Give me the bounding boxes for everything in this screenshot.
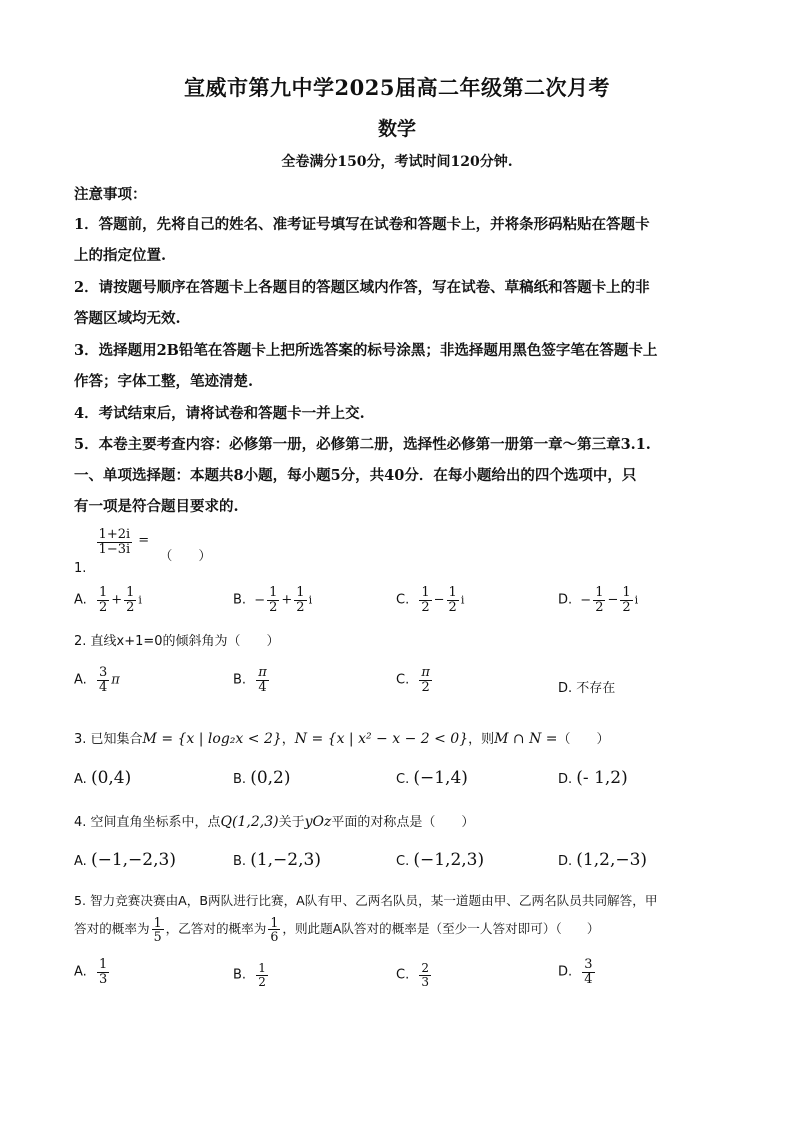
question-5-line1: 5. 智力竞赛决赛由A，B两队进行比赛，A队有甲、乙两名队员，某一道题由甲、乙两名队员共同解答，甲 [74, 893, 658, 908]
question-5-line2: 答对的概率为 $\frac{1}{5}$ ，乙答对的概率为 $\frac{1}{6}$ ，则此题A队答对的概率是（至少一人答对即可）（ ） [74, 915, 600, 945]
notice-line: 3．选择题用2B铅笔在答题卡上把所选答案的标号涂黑；非选择题用黑色签字笔在答题卡上 [74, 342, 658, 359]
exam-info: 全卷满分150分，考试时间120分钟. [281, 154, 513, 170]
exam-subject: 数学 [377, 118, 416, 140]
option-b: B. − $\frac{1}{2}$ + $\frac{1}{2}$ i [233, 585, 313, 615]
notice-line: 1．答题前，先将自己的姓名、准考证号填写在试卷和答题卡上，并将条形码粘贴在答题卡 [74, 216, 650, 233]
notice-line: 5．本卷主要考查内容：必修第一册，必修第二册，选择性必修第一册第一章～第三章3.1. [74, 436, 651, 453]
question-3-stem: 3. 已知集合M = {x | log₂x < 2}，N = {x | x² − x − 2 < 0}，则M ∩ N =（ ） [74, 731, 610, 747]
option-a: A. $\frac{1}{3}$ [74, 957, 108, 987]
notice-line: 答题区域均无效. [74, 310, 181, 327]
option-c: C. (−1,2,3) [396, 850, 485, 870]
option-c: C. (−1,4) [396, 768, 468, 788]
option-d: D. 不存在 [558, 681, 616, 696]
option-a: A. $\frac{1}{2}$ + $\frac{1}{2}$ i [74, 585, 142, 615]
notice-line: 2．请按题号顺序在答题卡上各题目的答题区域内作答，写在试卷、草稿纸和答题卡上的非 [74, 279, 650, 296]
option-a: A. (0,4) [74, 768, 132, 788]
option-c: C. $\frac{2}{3}$ [396, 961, 429, 989]
option-a: A. (−1,−2,3) [74, 850, 176, 870]
question-number: 1. [74, 560, 87, 576]
option-b: B. $\frac{\pi}{4}$ [233, 665, 267, 695]
exam-title: 宣威市第九中学2025届高二年级第二次月考 [184, 75, 610, 100]
notice-line: 作答；字体工整，笔迹清楚. [74, 373, 254, 390]
question-1: 1. $\frac{1+2i}{1-3i}$ = （ ） [74, 527, 212, 576]
option-d: D. $\frac{3}{4}$ [558, 957, 593, 987]
notice-line: 上的指定位置. [74, 247, 167, 264]
notice-heading: 注意事项： [74, 186, 147, 203]
option-a: A. $\frac{3}{4}$ π [74, 665, 120, 695]
option-d: D. (1,2,−3) [558, 850, 648, 870]
option-c: C. $\frac{1}{2}$ − $\frac{1}{2}$ i [396, 585, 465, 615]
option-b: B. (0,2) [233, 768, 291, 788]
section-heading-line: 有一项是符合题目要求的. [74, 498, 239, 515]
option-d: D. − $\frac{1}{2}$ − $\frac{1}{2}$ i [558, 585, 639, 615]
option-d: D. (- 1,2) [558, 768, 628, 788]
fraction: $\frac{1+2i}{1-3i}$ [98, 527, 131, 557]
question-2-stem: 2. 直线x+1=0的倾斜角为（ ） [74, 634, 280, 649]
question-4-stem: 4. 空间直角坐标系中，点Q(1,2,3)关于yOz平面的对称点是（ ） [74, 814, 475, 830]
option-b: B. $\frac{1}{2}$ [233, 961, 266, 989]
notice-line: 4．考试结束后，请将试卷和答题卡一并上交. [74, 405, 365, 422]
section-heading-line: 一、单项选择题：本题共8小题，每小题5分，共40分．在每小题给出的四个选项中，只 [74, 467, 637, 484]
option-c: C. $\frac{\pi}{2}$ [396, 665, 430, 695]
option-b: B. (1,−2,3) [233, 850, 321, 870]
